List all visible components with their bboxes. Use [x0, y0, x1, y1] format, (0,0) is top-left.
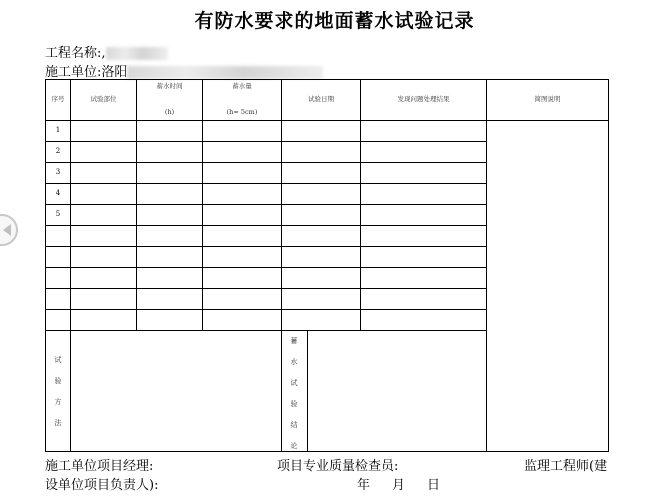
footer-date-year: 年 [357, 478, 371, 493]
header-test-part: 试验部位 [90, 95, 117, 104]
row-number: 3 [55, 168, 61, 176]
project-name-value: , [101, 46, 106, 61]
footer-quality-inspector: 项目专业质量检查员: [277, 459, 399, 474]
footer-supervisor: 监理工程师(建 [524, 459, 608, 474]
construction-unit-label: 施工单位: [45, 65, 102, 80]
project-name-label: 工程名称: [45, 46, 102, 61]
header-storage-time-unit: (h) [164, 108, 175, 117]
row-number: 1 [55, 126, 61, 134]
header-storage-time-label: 蓄水时间 [156, 82, 183, 90]
header-storage-time [137, 80, 202, 120]
footer-date-month: 月 [392, 478, 406, 493]
footer-project-manager: 施工单位项目经理: [45, 459, 154, 474]
page-title: 有防水要求的地面蓄水试验记录 [194, 10, 475, 32]
construction-unit-value: 洛阳 [101, 65, 128, 80]
header-water-depth [203, 80, 281, 120]
row-number: 4 [55, 189, 61, 197]
row-number: 2 [55, 147, 61, 155]
footer-date-day: 日 [427, 478, 441, 493]
footer-owner-representative: 设单位项目负责人): [45, 478, 159, 493]
header-findings: 发现问题处理结果 [397, 95, 450, 104]
row-number: 5 [55, 210, 61, 218]
test-conclusion-label: 蓄水试验结论 [290, 337, 298, 450]
header-test-date: 试验日期 [308, 95, 334, 104]
test-method-label: 试验方法 [54, 356, 62, 427]
header-water-depth-label: 蓄水量 [232, 82, 252, 90]
header-water-depth-unit: (h= 5cm) [226, 108, 258, 117]
header-seq: 序号 [51, 95, 65, 104]
table-outer-border [46, 80, 609, 452]
header-diagram-notes: 简图说明 [534, 95, 561, 104]
